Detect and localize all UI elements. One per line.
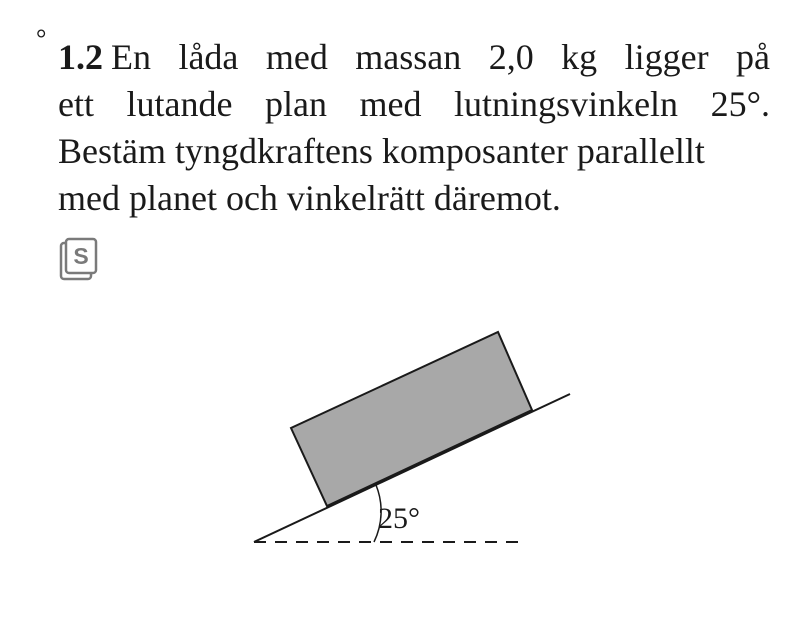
problem-line-2: ett lutande plan med lutningsvinkeln 25°. [58, 84, 770, 124]
problem-number: 1.2 [58, 37, 103, 77]
incline-diagram [240, 320, 580, 560]
problem-line-1 [58, 34, 770, 81]
problem-line-4: med planet och vinkelrätt däremot. [58, 178, 561, 218]
angle-label: 25° [378, 502, 420, 535]
difficulty-marker: ° [36, 24, 47, 53]
solution-icon[interactable] [54, 236, 104, 286]
problem-line-1-text: En låda med massan 2,0 kg ligger på [111, 37, 770, 77]
solution-icon-letter: S [73, 243, 89, 269]
problem-text [36, 24, 770, 222]
incline-figure [240, 320, 580, 560]
solution-icon-graphic [54, 236, 104, 286]
problem-line-3: Bestäm tyngdkraftens komposanter parallellt [58, 131, 705, 171]
block [291, 332, 532, 506]
